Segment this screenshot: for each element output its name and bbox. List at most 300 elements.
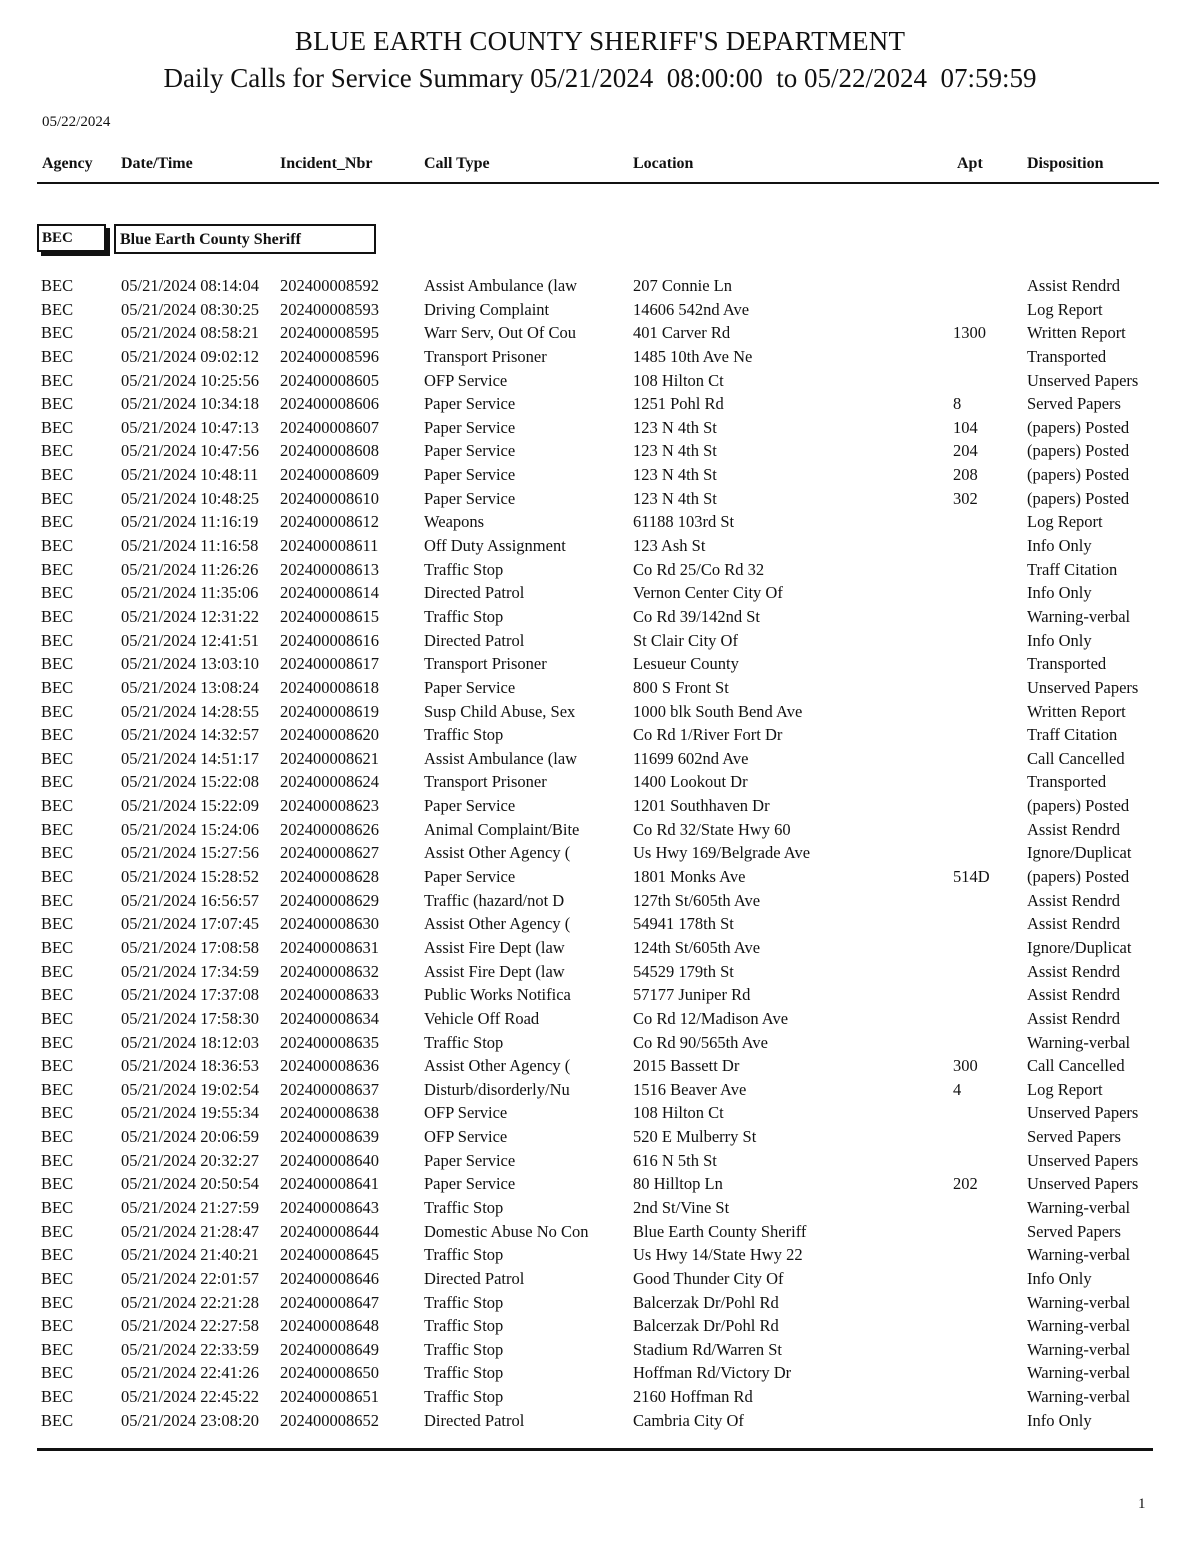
cell-call-type: Paper Service [424, 417, 516, 437]
cell-agency: BEC [41, 937, 74, 957]
cell-agency: BEC [41, 1174, 74, 1194]
table-row [0, 867, 1200, 891]
cell-datetime: 05/21/2024 14:28:55 [121, 701, 259, 721]
cell-location: Vernon Center City Of [633, 583, 783, 603]
table-row [0, 702, 1200, 726]
cell-call-type: Paper Service [424, 441, 516, 461]
cell-datetime: 05/21/2024 17:34:59 [121, 961, 259, 981]
cell-datetime: 05/21/2024 13:08:24 [121, 677, 259, 697]
cell-datetime: 05/21/2024 10:48:11 [121, 465, 259, 485]
cell-location: 11699 602nd Ave [633, 748, 749, 768]
cell-agency: BEC [41, 583, 74, 603]
cell-location: 401 Carver Rd [633, 323, 731, 343]
cell-call-type: Traffic Stop [424, 1245, 504, 1265]
cell-call-type: Traffic Stop [424, 1363, 504, 1383]
table-row [0, 1174, 1200, 1198]
cell-location: 61188 103rd St [633, 512, 735, 532]
cell-agency: BEC [41, 1339, 74, 1359]
table-row [0, 347, 1200, 371]
cell-apt: 300 [953, 1056, 978, 1076]
cell-datetime: 05/21/2024 11:26:26 [121, 559, 259, 579]
cell-location: 616 N 5th St [633, 1150, 717, 1170]
cell-datetime: 05/21/2024 21:28:47 [121, 1221, 259, 1241]
cell-call-type: Traffic Stop [424, 606, 504, 626]
cell-datetime: 05/21/2024 11:16:58 [121, 536, 259, 556]
cell-datetime: 05/21/2024 18:36:53 [121, 1056, 259, 1076]
cell-disposition: Log Report [1027, 1079, 1103, 1099]
cell-datetime: 05/21/2024 15:27:56 [121, 843, 259, 863]
cell-disposition: Assist Rendrd [1027, 1008, 1121, 1028]
cell-call-type: Directed Patrol [424, 1268, 525, 1288]
cell-disposition: Warning-verbal [1027, 1316, 1131, 1336]
cell-call-type: Directed Patrol [424, 630, 525, 650]
table-row [0, 441, 1200, 465]
cell-agency: BEC [41, 1079, 74, 1099]
cell-disposition: Warning-verbal [1027, 1339, 1131, 1359]
cell-call-type: Assist Other Agency ( [424, 914, 571, 934]
cell-agency: BEC [41, 677, 74, 697]
table-row [0, 749, 1200, 773]
cell-agency: BEC [41, 1387, 74, 1407]
table-row [0, 1363, 1200, 1387]
cell-datetime: 05/21/2024 20:50:54 [121, 1174, 259, 1194]
table-row [0, 583, 1200, 607]
cell-datetime: 05/21/2024 21:27:59 [121, 1197, 259, 1217]
table-row [0, 631, 1200, 655]
cell-incident-number: 202400008607 [280, 417, 379, 437]
cell-datetime: 05/21/2024 11:35:06 [121, 583, 259, 603]
cell-incident-number: 202400008629 [280, 890, 379, 910]
cell-datetime: 05/21/2024 12:41:51 [121, 630, 259, 650]
cell-datetime: 05/21/2024 19:55:34 [121, 1103, 259, 1123]
cell-datetime: 05/21/2024 12:31:22 [121, 606, 259, 626]
cell-disposition: Call Cancelled [1027, 748, 1125, 768]
cell-incident-number: 202400008627 [280, 843, 379, 863]
cell-agency: BEC [41, 985, 74, 1005]
cell-call-type: Paper Service [424, 867, 516, 887]
column-header-location: Location [633, 155, 694, 172]
cell-location: Cambria City Of [633, 1410, 744, 1430]
cell-call-type: Driving Complaint [424, 299, 550, 319]
cell-incident-number: 202400008650 [280, 1363, 379, 1383]
cell-location: St Clair City Of [633, 630, 738, 650]
table-row [0, 371, 1200, 395]
cell-agency: BEC [41, 1056, 74, 1076]
cell-call-type: Assist Other Agency ( [424, 843, 571, 863]
cell-call-type: Traffic Stop [424, 725, 504, 745]
cell-call-type: Assist Fire Dept (law [424, 961, 565, 981]
cell-location: 1485 10th Ave Ne [633, 346, 753, 366]
cell-incident-number: 202400008637 [280, 1079, 379, 1099]
cell-incident-number: 202400008592 [280, 276, 379, 295]
cell-disposition: Assist Rendrd [1027, 276, 1121, 295]
cell-datetime: 05/21/2024 17:58:30 [121, 1008, 259, 1028]
cell-disposition: Warning-verbal [1027, 1032, 1131, 1052]
cell-disposition: (papers) Posted [1027, 417, 1130, 437]
cell-call-type: Traffic Stop [424, 1387, 504, 1407]
cell-agency: BEC [41, 1103, 74, 1123]
table-row [0, 394, 1200, 418]
cell-disposition: Written Report [1027, 323, 1126, 343]
cell-incident-number: 202400008641 [280, 1174, 379, 1194]
cell-call-type: Paper Service [424, 677, 516, 697]
cell-incident-number: 202400008647 [280, 1292, 379, 1312]
cell-call-type: Assist Ambulance (law [424, 748, 578, 768]
cell-call-type: Animal Complaint/Bite [424, 819, 580, 839]
cell-incident-number: 202400008646 [280, 1268, 379, 1288]
cell-call-type: Public Works Notifica [424, 985, 571, 1005]
cell-disposition: Log Report [1027, 299, 1103, 319]
cell-incident-number: 202400008626 [280, 819, 379, 839]
cell-location: Hoffman Rd/Victory Dr [633, 1363, 792, 1383]
cell-location: Co Rd 1/River Fort Dr [633, 725, 783, 745]
cell-agency: BEC [41, 299, 74, 319]
cell-agency: BEC [41, 465, 74, 485]
report-subtitle: Daily Calls for Service Summary 05/21/2024 08:00:00 to 05/22/2024 07:59:59 [163, 63, 1037, 93]
cell-disposition: Unserved Papers [1027, 1150, 1139, 1170]
table-row [0, 1387, 1200, 1411]
cell-incident-number: 202400008633 [280, 985, 379, 1005]
cell-incident-number: 202400008643 [280, 1197, 379, 1217]
cell-incident-number: 202400008612 [280, 512, 379, 532]
cell-agency: BEC [41, 536, 74, 556]
cell-datetime: 05/21/2024 15:24:06 [121, 819, 259, 839]
cell-incident-number: 202400008639 [280, 1127, 379, 1147]
cell-incident-number: 202400008616 [280, 630, 379, 650]
header-divider [37, 182, 1159, 184]
cell-call-type: Off Duty Assignment [424, 536, 566, 556]
cell-datetime: 05/21/2024 22:33:59 [121, 1339, 259, 1359]
cell-disposition: Warning-verbal [1027, 1245, 1131, 1265]
cell-disposition: Traff Citation [1027, 559, 1118, 579]
cell-agency: BEC [41, 630, 74, 650]
cell-disposition: Unserved Papers [1027, 677, 1139, 697]
cell-apt: 8 [953, 394, 962, 414]
cell-call-type: OFP Service [424, 370, 508, 390]
cell-disposition: Unserved Papers [1027, 370, 1139, 390]
cell-disposition: Warning-verbal [1027, 1197, 1131, 1217]
table-row [0, 1151, 1200, 1175]
cell-location: 123 Ash St [633, 536, 706, 556]
table-row [0, 985, 1200, 1009]
cell-agency: BEC [41, 843, 74, 863]
cell-location: Co Rd 12/Madison Ave [633, 1008, 789, 1028]
cell-disposition: Ignore/Duplicat [1027, 937, 1132, 957]
cell-disposition: Served Papers [1027, 1221, 1121, 1241]
cell-incident-number: 202400008618 [280, 677, 379, 697]
cell-apt: 514D [953, 867, 990, 887]
cell-agency: BEC [41, 819, 74, 839]
cell-datetime: 05/21/2024 09:02:12 [121, 346, 259, 366]
cell-incident-number: 202400008652 [280, 1410, 379, 1430]
cell-location: 54529 179th St [633, 961, 734, 981]
cell-datetime: 05/21/2024 21:40:21 [121, 1245, 259, 1265]
cell-call-type: Weapons [424, 512, 485, 532]
table-row [0, 276, 1200, 300]
footer-divider [37, 1448, 1153, 1451]
table-row [0, 914, 1200, 938]
cell-disposition: Ignore/Duplicat [1027, 843, 1132, 863]
table-row [0, 1009, 1200, 1033]
cell-location: Balcerzak Dr/Pohl Rd [633, 1292, 779, 1312]
cell-location: Co Rd 39/142nd St [633, 606, 760, 626]
cell-agency: BEC [41, 890, 74, 910]
table-row [0, 820, 1200, 844]
cell-location: 124th St/605th Ave [633, 937, 761, 957]
table-row [0, 1103, 1200, 1127]
cell-datetime: 05/21/2024 20:32:27 [121, 1150, 259, 1170]
column-header-datetime: Date/Time [121, 155, 193, 172]
cell-incident-number: 202400008615 [280, 606, 379, 626]
cell-call-type: Transport Prisoner [424, 772, 547, 792]
cell-location: 1000 blk South Bend Ave [633, 701, 803, 721]
cell-incident-number: 202400008635 [280, 1032, 379, 1052]
cell-location: 1201 Southhaven Dr [633, 796, 770, 816]
cell-disposition: Call Cancelled [1027, 1056, 1125, 1076]
cell-incident-number: 202400008606 [280, 394, 379, 414]
table-row [0, 1411, 1200, 1435]
cell-datetime: 05/21/2024 22:41:26 [121, 1363, 259, 1383]
cell-incident-number: 202400008623 [280, 796, 379, 816]
cell-call-type: Traffic (hazard/not D [424, 890, 565, 910]
cell-incident-number: 202400008632 [280, 961, 379, 981]
cell-incident-number: 202400008651 [280, 1387, 379, 1407]
cell-datetime: 05/21/2024 20:06:59 [121, 1127, 259, 1147]
cell-datetime: 05/21/2024 08:30:25 [121, 299, 259, 319]
cell-call-type: Paper Service [424, 488, 516, 508]
cell-incident-number: 202400008608 [280, 441, 379, 461]
cell-agency: BEC [41, 772, 74, 792]
cell-call-type: Assist Ambulance (law [424, 276, 578, 295]
cell-agency: BEC [41, 1268, 74, 1288]
cell-agency: BEC [41, 1316, 74, 1336]
column-header-row [0, 155, 1200, 177]
cell-disposition: Log Report [1027, 512, 1103, 532]
cell-datetime: 05/21/2024 14:51:17 [121, 748, 259, 768]
cell-incident-number: 202400008628 [280, 867, 379, 887]
cell-call-type: Warr Serv, Out Of Cou [424, 323, 577, 343]
column-header-incident: Incident_Nbr [280, 155, 373, 172]
table-row [0, 1222, 1200, 1246]
cell-datetime: 05/21/2024 17:07:45 [121, 914, 259, 934]
table-row [0, 1269, 1200, 1293]
table-row [0, 678, 1200, 702]
cell-disposition: (papers) Posted [1027, 867, 1130, 887]
cell-disposition: Written Report [1027, 701, 1126, 721]
table-row [0, 1080, 1200, 1104]
table-row [0, 512, 1200, 536]
cell-agency: BEC [41, 1410, 74, 1430]
cell-incident-number: 202400008595 [280, 323, 379, 343]
cell-location: 123 N 4th St [633, 417, 717, 437]
cell-call-type: Paper Service [424, 394, 516, 414]
cell-datetime: 05/21/2024 22:27:58 [121, 1316, 259, 1336]
cell-call-type: Assist Fire Dept (law [424, 937, 565, 957]
cell-call-type: Paper Service [424, 1174, 516, 1194]
cell-disposition: Info Only [1027, 630, 1092, 650]
cell-disposition: Assist Rendrd [1027, 914, 1121, 934]
table-row [0, 891, 1200, 915]
table-row [0, 607, 1200, 631]
cell-agency: BEC [41, 559, 74, 579]
cell-call-type: OFP Service [424, 1127, 508, 1147]
cell-call-type: Directed Patrol [424, 583, 525, 603]
cell-agency: BEC [41, 346, 74, 366]
cell-call-type: Transport Prisoner [424, 346, 547, 366]
cell-call-type: Disturb/disorderly/Nu [424, 1079, 570, 1099]
table-row [0, 938, 1200, 962]
cell-disposition: Info Only [1027, 583, 1092, 603]
cell-disposition: Info Only [1027, 1410, 1092, 1430]
cell-datetime: 05/21/2024 10:25:56 [121, 370, 259, 390]
cell-location: 2015 Bassett Dr [633, 1056, 740, 1076]
cell-location: Us Hwy 169/Belgrade Ave [633, 843, 811, 863]
cell-incident-number: 202400008610 [280, 488, 379, 508]
cell-location: Good Thunder City Of [633, 1268, 784, 1288]
cell-disposition: Unserved Papers [1027, 1103, 1139, 1123]
cell-datetime: 05/21/2024 16:56:57 [121, 890, 259, 910]
agency-code-box: BEC [37, 224, 106, 252]
cell-agency: BEC [41, 370, 74, 390]
cell-agency: BEC [41, 1008, 74, 1028]
cell-datetime: 05/21/2024 15:22:09 [121, 796, 259, 816]
cell-location: 127th St/605th Ave [633, 890, 761, 910]
cell-agency: BEC [41, 748, 74, 768]
cell-apt: 4 [953, 1079, 962, 1099]
cell-datetime: 05/21/2024 10:34:18 [121, 394, 259, 414]
column-header-agency: Agency [42, 155, 93, 172]
cell-apt: 204 [953, 441, 978, 461]
cell-disposition: Info Only [1027, 536, 1092, 556]
cell-datetime: 05/21/2024 18:12:03 [121, 1032, 259, 1052]
table-row [0, 772, 1200, 796]
cell-agency: BEC [41, 394, 74, 414]
cell-agency: BEC [41, 701, 74, 721]
cell-datetime: 05/21/2024 10:48:25 [121, 488, 259, 508]
cell-datetime: 05/21/2024 10:47:56 [121, 441, 259, 461]
cell-incident-number: 202400008644 [280, 1221, 379, 1241]
cell-datetime: 05/21/2024 15:28:52 [121, 867, 259, 887]
cell-location: Lesueur County [633, 654, 739, 674]
cell-datetime: 05/21/2024 14:32:57 [121, 725, 259, 745]
cell-incident-number: 202400008596 [280, 346, 379, 366]
cell-location: 108 Hilton Ct [633, 1103, 724, 1123]
cell-datetime: 05/21/2024 22:21:28 [121, 1292, 259, 1312]
cell-location: 800 S Front St [633, 677, 729, 697]
cell-agency: BEC [41, 796, 74, 816]
cell-call-type: Paper Service [424, 465, 516, 485]
cell-location: 207 Connie Ln [633, 276, 732, 295]
cell-incident-number: 202400008631 [280, 937, 379, 957]
cell-incident-number: 202400008634 [280, 1008, 379, 1028]
cell-disposition: Served Papers [1027, 1127, 1121, 1147]
cell-call-type: Susp Child Abuse, Sex [424, 701, 576, 721]
cell-apt: 208 [953, 465, 978, 485]
report-title: BLUE EARTH COUNTY SHERIFF'S DEPARTMENT [294, 26, 906, 56]
cell-incident-number: 202400008605 [280, 370, 379, 390]
cell-disposition: Served Papers [1027, 394, 1121, 414]
column-header-disposition: Disposition [1027, 155, 1104, 172]
cell-call-type: Traffic Stop [424, 1292, 504, 1312]
cell-disposition: Unserved Papers [1027, 1174, 1139, 1194]
table-row [0, 962, 1200, 986]
cell-location: 54941 178th St [633, 914, 734, 934]
cell-call-type: Traffic Stop [424, 1339, 504, 1359]
print-date: 05/22/2024 [42, 114, 111, 130]
cell-call-type: OFP Service [424, 1103, 508, 1123]
cell-datetime: 05/21/2024 11:16:19 [121, 512, 259, 532]
cell-agency: BEC [41, 1032, 74, 1052]
cell-location: Blue Earth County Sheriff [633, 1221, 807, 1241]
table-row [0, 1340, 1200, 1364]
cell-incident-number: 202400008638 [280, 1103, 379, 1123]
cell-location: 520 E Mulberry St [633, 1127, 757, 1147]
cell-datetime: 05/21/2024 19:02:54 [121, 1079, 259, 1099]
cell-location: 2160 Hoffman Rd [633, 1387, 753, 1407]
calls-table-body [0, 276, 1200, 1434]
cell-agency: BEC [41, 323, 74, 343]
column-header-apt: Apt [957, 155, 983, 172]
table-row [0, 536, 1200, 560]
cell-apt: 302 [953, 488, 978, 508]
table-row [0, 843, 1200, 867]
cell-incident-number: 202400008611 [280, 536, 379, 556]
cell-location: 1516 Beaver Ave [633, 1079, 747, 1099]
cell-agency: BEC [41, 1245, 74, 1265]
cell-agency: BEC [41, 961, 74, 981]
cell-location: 123 N 4th St [633, 488, 717, 508]
table-row [0, 1127, 1200, 1151]
cell-apt: 202 [953, 1174, 978, 1194]
cell-incident-number: 202400008624 [280, 772, 379, 792]
cell-location: Stadium Rd/Warren St [633, 1339, 782, 1359]
table-row [0, 1293, 1200, 1317]
cell-disposition: (papers) Posted [1027, 796, 1130, 816]
cell-call-type: Vehicle Off Road [424, 1008, 540, 1028]
cell-agency: BEC [41, 654, 74, 674]
cell-agency: BEC [41, 488, 74, 508]
table-row [0, 654, 1200, 678]
cell-location: 14606 542nd Ave [633, 299, 750, 319]
cell-datetime: 05/21/2024 08:58:21 [121, 323, 259, 343]
cell-agency: BEC [41, 441, 74, 461]
cell-incident-number: 202400008621 [280, 748, 379, 768]
cell-agency: BEC [41, 914, 74, 934]
cell-incident-number: 202400008645 [280, 1245, 379, 1265]
table-row [0, 465, 1200, 489]
cell-apt: 1300 [953, 323, 986, 343]
cell-location: Co Rd 25/Co Rd 32 [633, 559, 765, 579]
cell-call-type: Assist Other Agency ( [424, 1056, 571, 1076]
cell-agency: BEC [41, 1197, 74, 1217]
table-row [0, 1056, 1200, 1080]
cell-agency: BEC [41, 512, 74, 532]
cell-incident-number: 202400008593 [280, 299, 379, 319]
cell-location: 2nd St/Vine St [633, 1197, 730, 1217]
cell-disposition: (papers) Posted [1027, 465, 1130, 485]
cell-incident-number: 202400008617 [280, 654, 379, 674]
cell-agency: BEC [41, 1150, 74, 1170]
table-row [0, 1033, 1200, 1057]
cell-agency: BEC [41, 417, 74, 437]
cell-disposition: Assist Rendrd [1027, 985, 1121, 1005]
cell-incident-number: 202400008630 [280, 914, 379, 934]
cell-agency: BEC [41, 1292, 74, 1312]
cell-incident-number: 202400008620 [280, 725, 379, 745]
cell-location: 108 Hilton Ct [633, 370, 724, 390]
cell-disposition: Assist Rendrd [1027, 961, 1121, 981]
table-row [0, 300, 1200, 324]
